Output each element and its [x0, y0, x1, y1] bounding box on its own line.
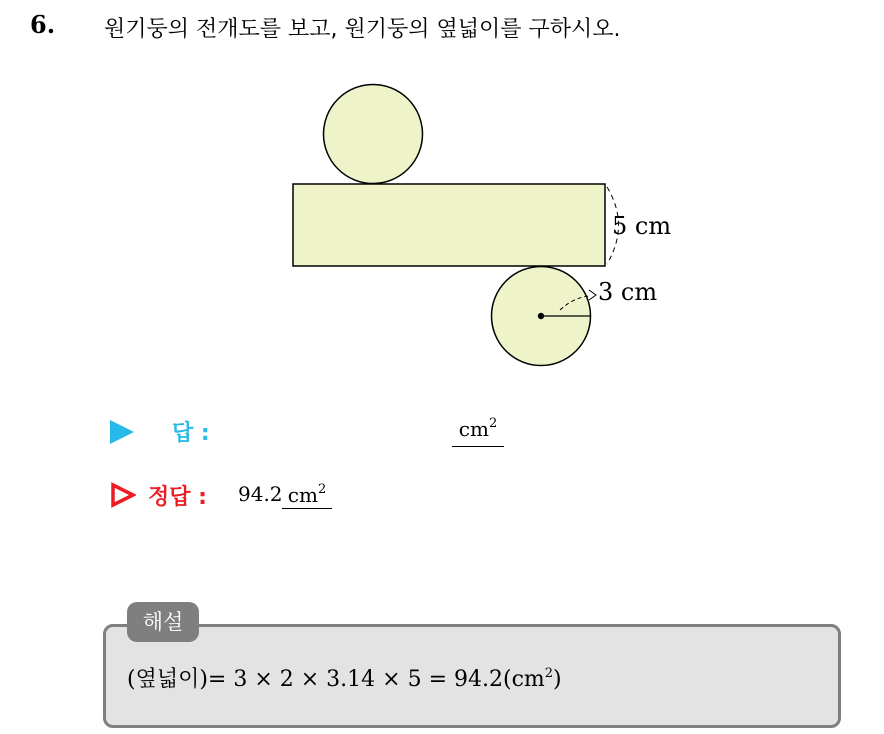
correct-answer-unit: cm	[287, 483, 318, 507]
correct-answer-value: 94.2	[238, 482, 283, 506]
correct-answer-label: 정답 :	[148, 485, 207, 510]
correct-answer-unit-box	[282, 482, 332, 509]
radius-label: 3 cm	[598, 278, 658, 306]
answer-row	[110, 414, 610, 450]
question-text: 원기둥의 전개도를 보고, 원기둥의 옆넓이를 구하시오.	[104, 17, 621, 42]
explanation-tab: 해설	[127, 602, 199, 642]
correct-answer-unit-exponent: 2	[317, 482, 327, 497]
formula-main: (옆넓이)= 3 × 2 × 3.14 × 5 = 94.2(cm	[127, 667, 545, 692]
top-circle	[324, 85, 423, 184]
question-number: 6.	[30, 10, 56, 39]
formula-close: )	[553, 667, 562, 692]
center-dot	[538, 313, 544, 319]
answer-unit-exponent: 2	[488, 416, 498, 431]
answer-triangle-icon	[110, 420, 134, 444]
height-label: 5 cm	[612, 212, 672, 240]
formula-exponent: 2	[544, 666, 554, 681]
answer-unit: cm	[458, 417, 489, 441]
correct-answer-row	[110, 478, 610, 514]
correct-triangle-icon	[110, 482, 136, 508]
radius-arrow	[589, 290, 596, 300]
lateral-rectangle	[293, 184, 605, 266]
answer-blank	[452, 416, 504, 447]
explanation-formula	[127, 662, 562, 693]
answer-label: 답 :	[172, 421, 210, 446]
